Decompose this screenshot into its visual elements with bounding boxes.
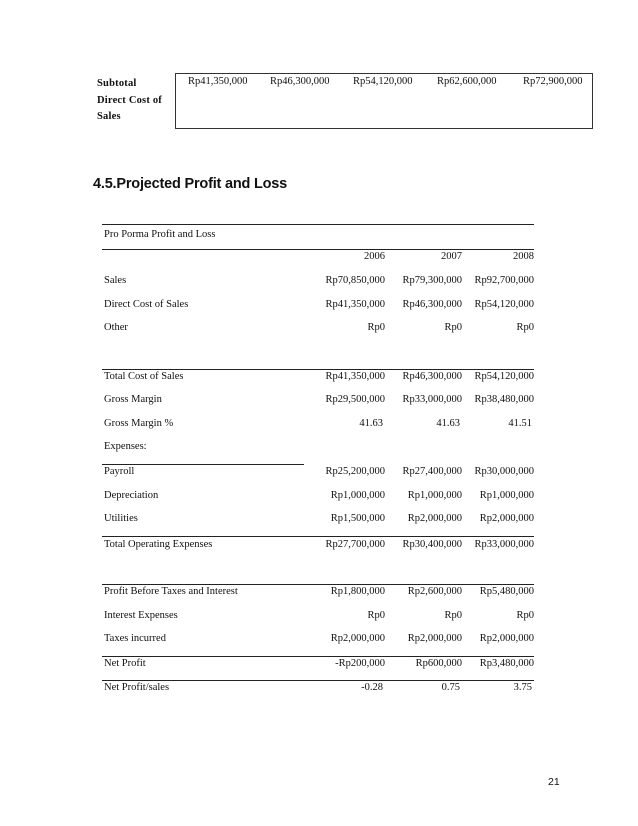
row-value: Rp46,300,000 <box>402 299 462 310</box>
table-title: Pro Porma Profit and Loss <box>104 229 216 240</box>
table-row <box>102 658 534 672</box>
row-value: Rp1,500,000 <box>330 513 385 524</box>
subtotal-value-1: Rp41,350,000 <box>188 76 248 87</box>
table-header-rule <box>102 249 534 250</box>
table-top-rule <box>102 224 534 225</box>
row-value: Rp1,000,000 <box>479 490 534 501</box>
table-row <box>102 418 534 432</box>
row-label: Sales <box>104 275 127 286</box>
row-value: Rp46,300,000 <box>402 371 462 382</box>
row-value: Rp92,700,000 <box>474 275 534 286</box>
year-header: 2006 <box>364 251 385 262</box>
table-row <box>102 586 534 600</box>
subtotal-label-line1: Subtotal <box>97 78 137 89</box>
row-value: Rp41,350,000 <box>325 299 385 310</box>
row-value: Rp2,000,000 <box>407 633 462 644</box>
row-value: Rp0 <box>444 610 462 621</box>
row-value: Rp33,000,000 <box>402 394 462 405</box>
row-label: Net Profit <box>104 658 146 669</box>
row-value: Rp38,480,000 <box>474 394 534 405</box>
row-value: Rp0 <box>516 322 534 333</box>
subtotal-label-line2: Direct Cost of <box>97 94 163 106</box>
row-value: Rp79,300,000 <box>402 275 462 286</box>
table-title-row <box>102 229 534 243</box>
row-value: Rp54,120,000 <box>474 299 534 310</box>
row-value: Rp30,000,000 <box>474 466 534 477</box>
rule-total-opex <box>102 536 534 537</box>
row-value: Rp54,120,000 <box>474 371 534 382</box>
row-label: Depreciation <box>104 490 159 501</box>
row-value: Rp33,000,000 <box>474 539 534 550</box>
table-row <box>102 299 534 313</box>
row-value: Rp1,000,000 <box>407 490 462 501</box>
table-row <box>102 394 534 408</box>
subtotal-value-5: Rp72,900,000 <box>523 76 583 87</box>
year-header: 2007 <box>441 251 462 262</box>
row-label: Net Profit/sales <box>104 682 170 693</box>
row-value: Rp2,000,000 <box>479 513 534 524</box>
subtotal-label-line3: Sales <box>97 111 121 122</box>
row-label: Interest Expenses <box>104 610 178 621</box>
row-value: Rp30,400,000 <box>402 539 462 550</box>
row-label: Total Cost of Sales <box>104 371 184 382</box>
subtotal-value-3: Rp54,120,000 <box>353 76 413 87</box>
row-value: Rp0 <box>444 322 462 333</box>
row-value: Rp1,000,000 <box>330 490 385 501</box>
row-value: -0.28 <box>361 682 383 693</box>
table-row <box>102 539 534 553</box>
row-value: Rp25,200,000 <box>325 466 385 477</box>
row-value: Rp5,480,000 <box>479 586 534 597</box>
row-label: Utilities <box>104 513 138 524</box>
row-value: -Rp200,000 <box>335 658 385 669</box>
row-value: Rp70,850,000 <box>325 275 385 286</box>
row-value: Rp2,600,000 <box>407 586 462 597</box>
year-header: 2008 <box>513 251 534 262</box>
table-row <box>102 371 534 385</box>
table-row <box>102 490 534 504</box>
row-value: Rp2,000,000 <box>330 633 385 644</box>
table-row <box>102 322 534 336</box>
row-value: 41.63 <box>436 418 460 429</box>
row-value: 3.75 <box>513 682 532 693</box>
rule-net-profit <box>102 656 534 657</box>
row-value: 41.63 <box>359 418 383 429</box>
row-label: Direct Cost of Sales <box>104 299 189 310</box>
year-header-row <box>102 251 534 265</box>
row-label: Taxes incurred <box>104 633 166 644</box>
table-row <box>102 441 534 455</box>
row-value: Rp0 <box>367 322 385 333</box>
rule-net-profit-sales <box>102 680 534 681</box>
row-value: Rp41,350,000 <box>325 371 385 382</box>
row-value: Rp600,000 <box>415 658 462 669</box>
row-label: Other <box>104 322 128 333</box>
row-value: Rp1,800,000 <box>330 586 385 597</box>
table-row <box>102 633 534 647</box>
row-value: Rp27,400,000 <box>402 466 462 477</box>
table-row <box>102 466 534 480</box>
row-value: Rp2,000,000 <box>479 633 534 644</box>
page-number: 21 <box>548 776 560 788</box>
rule-profit-before-taxes <box>102 584 534 585</box>
subtotal-label <box>97 76 177 126</box>
row-value: Rp3,480,000 <box>479 658 534 669</box>
row-value: Rp0 <box>516 610 534 621</box>
row-value: 0.75 <box>441 682 460 693</box>
table-row <box>102 513 534 527</box>
rule-expenses <box>102 464 304 465</box>
row-label: Gross Margin <box>104 394 162 405</box>
row-label: Total Operating Expenses <box>104 539 213 550</box>
row-value: Rp27,700,000 <box>325 539 385 550</box>
table-row <box>102 610 534 624</box>
row-value: Rp29,500,000 <box>325 394 385 405</box>
row-value: Rp2,000,000 <box>407 513 462 524</box>
section-title: 4.5.Projected Profit and Loss <box>93 176 288 192</box>
row-label: Profit Before Taxes and Interest <box>104 586 238 597</box>
row-label: Payroll <box>104 466 135 477</box>
subtotal-value-2: Rp46,300,000 <box>270 76 330 87</box>
row-label: Expenses: <box>104 441 147 452</box>
subtotal-value-4: Rp62,600,000 <box>437 76 497 87</box>
row-value: Rp0 <box>367 610 385 621</box>
table-row <box>102 682 534 696</box>
row-value: 41.51 <box>508 418 532 429</box>
rule-total-cost <box>102 369 534 370</box>
row-label: Gross Margin % <box>104 418 174 429</box>
table-row <box>102 275 534 289</box>
